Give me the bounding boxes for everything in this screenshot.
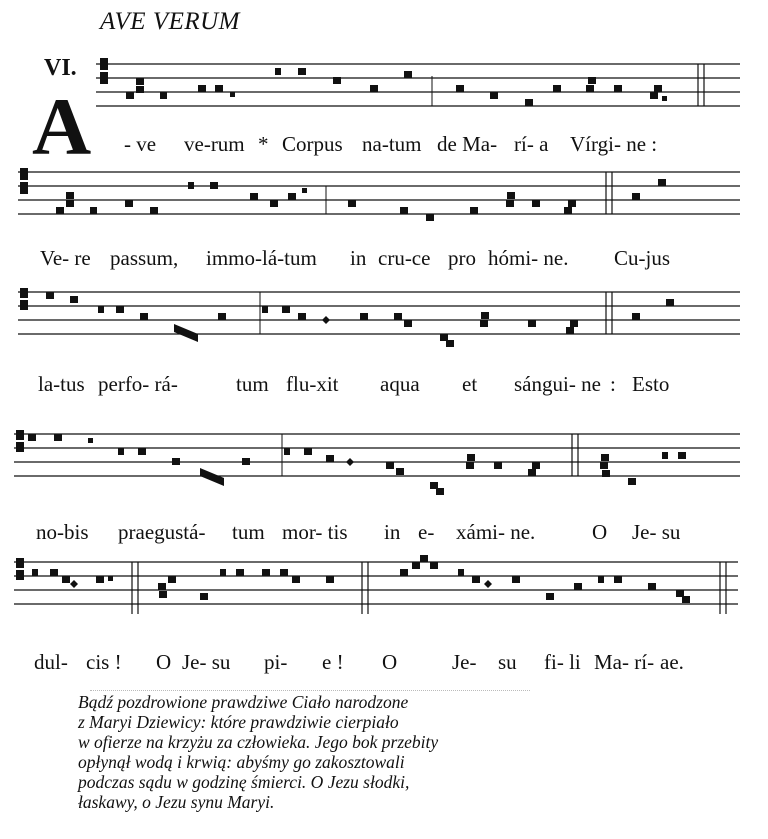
syllable: de Ma-	[437, 132, 498, 156]
syllable: et	[462, 372, 478, 396]
initial-letter: A	[32, 81, 92, 172]
syllable: rí- a	[514, 132, 549, 156]
syllable: Je-	[452, 650, 477, 674]
lyrics-line-4	[0, 520, 768, 550]
syllable: xámi- ne.	[456, 520, 536, 544]
lyrics-line-5	[0, 650, 768, 680]
syllable: O	[592, 520, 608, 544]
syllable: cis !	[86, 650, 122, 674]
syllable: na-tum	[362, 132, 422, 156]
syllable: :	[610, 372, 616, 396]
syllable: immo-lá-tum	[206, 246, 317, 270]
syllable: ae.	[660, 650, 684, 674]
syllable: passum,	[110, 246, 179, 270]
syllable: e !	[322, 650, 344, 674]
syllable: la-tus	[38, 372, 85, 396]
staff-3	[0, 280, 768, 360]
translation-line: podczas sądu w godzinę śmierci. O Jezu słodki,	[78, 772, 410, 792]
syllable: *	[258, 132, 269, 156]
syllable: O	[156, 650, 172, 674]
lyrics-line-2	[0, 246, 768, 276]
staff-lines-5	[0, 552, 768, 632]
lyrics-line-1	[0, 132, 768, 162]
syllable: ve-rum	[184, 132, 245, 156]
syllable: Corpus	[282, 132, 343, 156]
chant-title: AVE VERUM	[100, 8, 241, 35]
syllable: Cu-jus	[614, 246, 671, 270]
syllable: in	[384, 520, 401, 544]
syllable: e-	[418, 520, 435, 544]
syllable: tum	[236, 372, 269, 396]
syllable: Ma- rí-	[594, 650, 655, 674]
syllable: in	[350, 246, 367, 270]
syllable: su	[498, 650, 517, 674]
staff-lines-2	[0, 162, 768, 242]
staff-1	[0, 52, 768, 132]
staff-lines-4	[0, 422, 768, 502]
divider	[90, 690, 530, 691]
translation-line: z Maryi Dziewicy: które prawdziwie cierpiało	[78, 712, 399, 732]
polish-translation	[78, 692, 598, 812]
translation-line: łaskawy, o Jezu synu Maryi.	[78, 792, 275, 812]
syllable: pi-	[264, 650, 288, 674]
staff-2	[0, 162, 768, 242]
staff-lines-1	[0, 52, 768, 132]
syllable: Je- su	[182, 650, 231, 674]
syllable: fi- li	[544, 650, 581, 674]
staff-lines-3	[0, 280, 768, 360]
staff-5	[0, 552, 768, 632]
syllable: Ve- re	[40, 246, 91, 270]
staff-4	[0, 422, 768, 502]
syllable: aqua	[380, 372, 420, 396]
syllable: no-bis	[36, 520, 89, 544]
syllable: hómi- ne.	[488, 246, 569, 270]
syllable: tum	[232, 520, 265, 544]
syllable: Vírgi- ne :	[570, 132, 658, 156]
mode-number: VI.	[44, 55, 77, 81]
translation-line: Bądź pozdrowione prawdziwe Ciało narodzone	[78, 692, 409, 712]
translation-line: w ofierze na krzyżu za człowieka. Jego bok przebity	[78, 732, 439, 752]
syllable: - ve	[124, 132, 157, 156]
syllable: cru-ce	[378, 246, 431, 270]
syllable: sángui- ne	[514, 372, 601, 396]
syllable: O	[382, 650, 398, 674]
translation-line: opłynął wodą i krwią: abyśmy go zakosztowali	[78, 752, 405, 772]
syllable: Je- su	[632, 520, 681, 544]
syllable: Esto	[632, 372, 670, 396]
syllable: pro	[448, 246, 476, 270]
syllable: dul-	[34, 650, 68, 674]
lyrics-line-3	[0, 372, 768, 402]
syllable: praegustá-	[118, 520, 206, 544]
syllable: flu-xit	[286, 372, 339, 396]
syllable: perfo- rá-	[98, 372, 178, 396]
syllable: mor- tis	[282, 520, 348, 544]
